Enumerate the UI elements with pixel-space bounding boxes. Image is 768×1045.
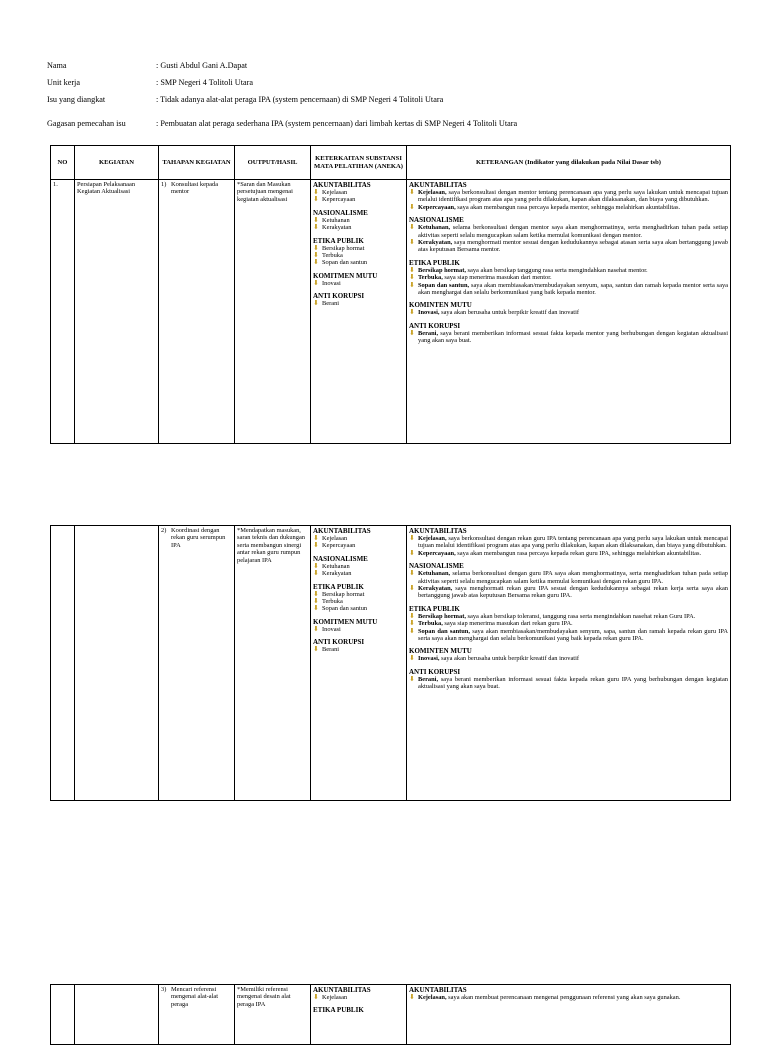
indicator-name: Kepercayaan, xyxy=(418,203,456,211)
indicator-name: Kejelasan, xyxy=(418,189,447,196)
indicator-description: saya berkonsultasi dengan mentor tentang perencanaan apa yang perlu saya lakukan untuk mencapai tujuan melalui identifikasi program atas apa yang perlu dilakukan, kapan akan dilaksanakan, dan biaya yang dibutuhkan. xyxy=(418,189,728,204)
aneka-item xyxy=(313,598,404,605)
aneka-group-title: AKUNTABILITAS xyxy=(313,527,371,535)
aneka-item xyxy=(313,217,404,224)
aneka-item-label: Kejelasan xyxy=(322,994,348,1001)
indicator-name: Sopan dan santun, xyxy=(418,627,470,635)
aneka-item-label: Kepercayaan xyxy=(322,196,356,204)
aneka-item-label: Terbuka xyxy=(322,252,343,260)
keterangan-item xyxy=(409,224,728,239)
aneka-item xyxy=(313,196,404,203)
aneka-item xyxy=(313,300,404,307)
indicator-name: Inovasi, xyxy=(418,309,440,317)
tahapan-item xyxy=(161,181,232,196)
keterangan-group xyxy=(409,527,728,557)
aneka-group xyxy=(313,583,404,613)
bullet-arrow-icon: ⬇ xyxy=(313,188,319,196)
aneka-group xyxy=(313,272,404,287)
keterangan-item-text xyxy=(418,535,728,550)
aneka-item xyxy=(313,646,404,653)
aneka-item-label: Inovasi xyxy=(322,625,341,633)
header-key: Isu yang diangkat xyxy=(47,95,106,104)
column-header-no: NO xyxy=(51,146,75,180)
indicator-name: Kerakyatan, xyxy=(418,585,453,593)
indicator-name: Terbuka, xyxy=(418,274,443,282)
keterangan-group-title: AKUNTABILITAS xyxy=(409,527,467,535)
aneka-item xyxy=(313,189,404,196)
activity-table-page-3 xyxy=(50,984,731,1045)
bullet-arrow-icon: ⬇ xyxy=(409,273,415,282)
table-row xyxy=(51,526,731,801)
keterangan-item xyxy=(409,204,728,211)
cell-no xyxy=(51,180,75,444)
aneka-item-label: Berani xyxy=(322,646,340,654)
keterangan-item-text xyxy=(418,613,695,620)
tahapan-number: 3) xyxy=(161,986,167,993)
keterangan-item xyxy=(409,613,728,620)
keterangan-group xyxy=(409,259,728,297)
bullet-arrow-icon: ⬇ xyxy=(409,238,415,247)
aneka-group xyxy=(313,555,404,578)
aneka-item-label: Ketuhanan xyxy=(322,216,350,224)
cell-keterangan xyxy=(407,180,731,444)
aneka-item-label: Terbuka xyxy=(322,598,343,606)
cell-kegiatan xyxy=(75,526,159,801)
aneka-item-label: Inovasi xyxy=(322,279,341,287)
keterangan-item xyxy=(409,994,728,1001)
indicator-name: Bersikap hormat, xyxy=(418,612,466,620)
bullet-arrow-icon: ⬇ xyxy=(409,674,415,683)
bullet-arrow-icon: ⬇ xyxy=(409,328,415,337)
header-key: Unit kerja xyxy=(47,78,80,87)
tahapan-number: 2) xyxy=(161,527,167,534)
aneka-item-label: Kejelasan xyxy=(322,189,348,196)
keterangan-item xyxy=(409,239,728,254)
keterangan-item-text xyxy=(418,994,680,1001)
aneka-group-title: ANTI KORUPSI xyxy=(313,638,365,647)
bullet-arrow-icon: ⬇ xyxy=(409,188,415,196)
bullet-arrow-icon: ⬇ xyxy=(313,534,319,542)
bullet-arrow-icon: ⬇ xyxy=(409,308,415,317)
cell-keterangan xyxy=(407,526,731,801)
indicator-description: selama berkonsultasi dengan guru IPA saya akan menghormatinya, serta menghadirkan tuhan pada setiap aktivitas seperti selalu mengucapkan salam ketika memulai komunikasi dengan rekan guru IPA. xyxy=(418,570,728,585)
cell-tahapan xyxy=(159,180,235,444)
indicator-description: saya siap menerima masukan dari mentor. xyxy=(442,274,552,282)
aneka-group-title: ETIKA PUBLIK xyxy=(313,236,364,245)
bullet-arrow-icon: ⬇ xyxy=(313,215,319,224)
bullet-arrow-icon: ⬇ xyxy=(313,278,319,287)
keterangan-item-text xyxy=(418,628,728,643)
aneka-group-title: ANTI KORUPSI xyxy=(313,292,365,301)
header-key: Nama xyxy=(47,61,67,70)
keterangan-item xyxy=(409,282,728,297)
bullet-arrow-icon: ⬇ xyxy=(313,561,319,570)
tahapan-text: Mencari referensi mengenai alat-alat peraga xyxy=(171,986,219,1008)
keterangan-item xyxy=(409,274,728,281)
keterangan-item-text xyxy=(418,239,728,254)
aneka-group xyxy=(313,527,404,550)
keterangan-item xyxy=(409,676,728,691)
aneka-item-label: Kerakyatan xyxy=(322,570,352,578)
indicator-description: saya akan berusaha untuk berpikir kreatif dan inovatif xyxy=(439,655,579,663)
aneka-group xyxy=(313,209,404,232)
keterangan-group-title: NASIONALISME xyxy=(409,562,464,571)
keterangan-item xyxy=(409,570,728,585)
aneka-item xyxy=(313,542,404,549)
aneka-group xyxy=(313,237,404,267)
aneka-item xyxy=(313,280,404,287)
table-row xyxy=(51,985,731,1045)
bullet-arrow-icon: ⬇ xyxy=(409,584,415,593)
aneka-group xyxy=(313,181,404,204)
bullet-arrow-icon: ⬇ xyxy=(409,993,415,1001)
bullet-arrow-icon: ⬇ xyxy=(409,265,415,274)
indicator-description: saya akan membangun rasa percaya kepada rekan guru IPA, sehingga melahirkan akuntabilitas. xyxy=(455,549,702,557)
indicator-description: saya akan berusaha untuk berpikir kreatif dan inovatif xyxy=(439,309,579,317)
indicator-name: Kepercayaan, xyxy=(418,549,456,557)
aneka-item xyxy=(313,252,404,259)
keterangan-item xyxy=(409,655,728,662)
table-row xyxy=(51,180,731,444)
indicator-name: Ketuhanan, xyxy=(418,570,451,578)
keterangan-item xyxy=(409,267,728,274)
aneka-item-label: Ketuhanan xyxy=(322,562,350,570)
bullet-arrow-icon: ⬇ xyxy=(313,299,319,308)
aneka-item xyxy=(313,245,404,252)
aneka-group-title: KOMITMEN MUTU xyxy=(313,271,378,280)
keterangan-item-text xyxy=(418,585,728,600)
keterangan-item xyxy=(409,535,728,550)
keterangan-item-text xyxy=(418,620,573,627)
aneka-item xyxy=(313,563,404,570)
keterangan-item xyxy=(409,189,728,204)
indicator-description: saya akan membuat perencanaan mengenai penggunaan referensi yang akan saya gunakan. xyxy=(446,994,681,1001)
keterangan-group-title: ANTI KORUPSI xyxy=(409,667,461,676)
aneka-group-title: KOMITMEN MUTU xyxy=(313,617,378,626)
bullet-arrow-icon: ⬇ xyxy=(313,604,319,613)
keterangan-item-text xyxy=(418,189,728,204)
aneka-item xyxy=(313,626,404,633)
keterangan-item-text xyxy=(418,570,728,585)
cell-aneka xyxy=(311,985,407,1045)
aneka-group xyxy=(313,1006,404,1014)
bullet-arrow-icon: ⬇ xyxy=(409,619,415,628)
keterangan-group-title: AKUNTABILITAS xyxy=(409,986,467,994)
aneka-group xyxy=(313,638,404,653)
keterangan-item-text xyxy=(418,224,728,239)
keterangan-group xyxy=(409,301,728,316)
aneka-group-title: AKUNTABILITAS xyxy=(313,181,371,189)
bullet-arrow-icon: ⬇ xyxy=(313,993,319,1001)
cell-aneka xyxy=(311,526,407,801)
output-text: *Saran dan Masukan persetujuan mengenai kegiatan aktualisasi xyxy=(237,181,293,203)
bullet-arrow-icon: ⬇ xyxy=(409,202,415,211)
bullet-arrow-icon: ⬇ xyxy=(313,223,319,232)
bullet-arrow-icon: ⬇ xyxy=(313,597,319,606)
indicator-description: selama berkonsultasi dengan mentor saya akan menghormatinya, serta menghadirkan tuhan pada setiap aktivitas seperti selalu mengucapkan salam ketika memulai komunikasi dengan mentor. xyxy=(418,224,728,239)
cell-no xyxy=(51,526,75,801)
bullet-arrow-icon: ⬇ xyxy=(313,589,319,598)
keterangan-group-title: ETIKA PUBLIK xyxy=(409,258,460,267)
indicator-name: Kejelasan, xyxy=(418,994,447,1001)
keterangan-item-text xyxy=(418,309,579,316)
bullet-arrow-icon: ⬇ xyxy=(313,624,319,633)
keterangan-group xyxy=(409,216,728,254)
indicator-name: Kejelasan, xyxy=(418,535,447,542)
keterangan-item xyxy=(409,585,728,600)
indicator-description: saya akan bersikap toleransi, tanggung rasa serta mengindahkan nasehat rekan Guru IPA. xyxy=(465,612,696,620)
bullet-arrow-icon: ⬇ xyxy=(409,534,415,542)
keterangan-item xyxy=(409,628,728,643)
keterangan-group-title: ANTI KORUPSI xyxy=(409,321,461,330)
cell-no xyxy=(51,985,75,1045)
tahapan-item xyxy=(161,986,232,1008)
keterangan-item-text xyxy=(418,676,728,691)
bullet-arrow-icon: ⬇ xyxy=(409,280,415,289)
indicator-name: Terbuka, xyxy=(418,620,443,628)
header-value: : Gusti Abdul Gani A.Dapat xyxy=(156,61,248,70)
aneka-group-title: ETIKA PUBLIK xyxy=(313,582,364,591)
bullet-arrow-icon: ⬇ xyxy=(409,626,415,635)
keterangan-group xyxy=(409,605,728,643)
indicator-name: Kerakyatan, xyxy=(418,239,453,247)
header-key: Gagasan pemecahan isu xyxy=(47,119,126,128)
keterangan-item xyxy=(409,620,728,627)
output-text: *Memiliki referensi mengenai desain alat peraga IPA xyxy=(237,986,291,1008)
keterangan-group-title: AKUNTABILITAS xyxy=(409,181,467,189)
header-value: : SMP Negeri 4 Tolitoli Utara xyxy=(156,78,253,87)
keterangan-group-title: NASIONALISME xyxy=(409,216,464,225)
column-header-aneka: KETERKAITAN SUBSTANSI MATA PELATIHAN (ANEKA) xyxy=(311,146,407,180)
keterangan-item-text xyxy=(418,204,680,211)
aneka-group-title: NASIONALISME xyxy=(313,208,368,217)
indicator-description: saya akan bersikap tanggung rasa serta mengindahkan nasehat mentor. xyxy=(465,266,648,274)
indicator-name: Berani, xyxy=(418,329,439,337)
bullet-arrow-icon: ⬇ xyxy=(313,645,319,654)
column-header-keterangan: KETERANGAN (Indikator yang dilakukan pada Nilai Dasar tsb) xyxy=(407,146,731,180)
aneka-item-label: Bersikap hormat xyxy=(322,590,365,598)
keterangan-item xyxy=(409,309,728,316)
keterangan-group xyxy=(409,647,728,662)
keterangan-item-text xyxy=(418,274,552,281)
cell-kegiatan xyxy=(75,180,159,444)
aneka-group-title: NASIONALISME xyxy=(313,554,368,563)
column-header-output: OUTPUT/HASIL xyxy=(235,146,311,180)
bullet-arrow-icon: ⬇ xyxy=(313,243,319,252)
bullet-arrow-icon: ⬇ xyxy=(409,611,415,620)
bullet-arrow-icon: ⬇ xyxy=(313,258,319,267)
table-header-row xyxy=(51,146,731,180)
header-value: : Pembuatan alat peraga sederhana IPA (system pencernaan) dari limbah kertas di SMP Negeri 4 Tolitoli Utara xyxy=(156,119,518,128)
activity-table-page-1 xyxy=(50,145,731,444)
cell-tahapan xyxy=(159,985,235,1045)
bullet-arrow-icon: ⬇ xyxy=(313,569,319,578)
aneka-item-label: Kepercayaan xyxy=(322,542,356,550)
keterangan-group xyxy=(409,986,728,1001)
bullet-arrow-icon: ⬇ xyxy=(409,548,415,557)
aneka-item xyxy=(313,224,404,231)
indicator-name: Bersikap hormat, xyxy=(418,266,466,274)
bullet-arrow-icon: ⬇ xyxy=(313,195,319,204)
keterangan-group xyxy=(409,181,728,211)
keterangan-item-text xyxy=(418,267,648,274)
indicator-description: saya berkonsultasi dengan rekan guru IPA tentang perencanaan apa yang perlu saya lakukan untuk mencapai tujuan melalui identifikasi program atas apa yang perlu dilakukan, kapan akan dilaksanakan, dan biaya yang dibutuhkan. xyxy=(418,535,728,550)
aneka-item-label: Kerakyatan xyxy=(322,224,352,232)
keterangan-item-text xyxy=(418,330,728,345)
keterangan-group-title: KOMINTEN MUTU xyxy=(409,647,472,656)
cell-aneka xyxy=(311,180,407,444)
aneka-group-title: AKUNTABILITAS xyxy=(313,986,371,994)
indicator-description: saya berani memberikan informasi sesuai fakta kepada mentor yang berhubungan dengan kegiatan aktualisasi yang akan saya buat. xyxy=(418,329,728,345)
activity-table-page-2 xyxy=(50,525,731,801)
keterangan-group xyxy=(409,322,728,345)
indicator-description: saya akan membiasakan/membudayakan senyum, sapa, santun dan ramah kepada rekan guru IPA serta saya akan menghargai dan selalu berkomunikasi yang baik kepada rekan guru IPA. xyxy=(418,627,729,643)
aneka-item-label: Kejelasan xyxy=(322,535,348,542)
keterangan-group-title: KOMINTEN MUTU xyxy=(409,301,472,310)
aneka-group xyxy=(313,618,404,633)
keterangan-item-text xyxy=(418,550,701,557)
keterangan-item-text xyxy=(418,282,728,297)
aneka-item-label: Berani xyxy=(322,300,340,308)
keterangan-item-text xyxy=(418,655,579,662)
aneka-item xyxy=(313,535,404,542)
aneka-group xyxy=(313,986,404,1001)
indicator-description: saya menghormati rekan guru IPA sesuai dengan kedudukannya sebagai rekan kerja serta saya akan bertanggung jawab atas keputusan Bersama rekan guru IPA. xyxy=(418,585,728,600)
bullet-arrow-icon: ⬇ xyxy=(409,223,415,232)
bullet-arrow-icon: ⬇ xyxy=(409,569,415,578)
aneka-group xyxy=(313,292,404,307)
keterangan-item xyxy=(409,330,728,345)
indicator-name: Ketuhanan, xyxy=(418,224,451,232)
cell-output xyxy=(235,985,311,1045)
tahapan-item xyxy=(161,527,232,549)
keterangan-group xyxy=(409,562,728,600)
output-text: *Mendapatkan masukan, saran teknis dan dukungan serta membangun sinergi antar rekan guru rumpun pelajaran IPA xyxy=(237,527,305,564)
aneka-item xyxy=(313,605,404,612)
tahapan-text: Konsultasi kepada mentor xyxy=(171,181,219,196)
row-number: 1. xyxy=(53,181,58,188)
cell-keterangan xyxy=(407,985,731,1045)
keterangan-item xyxy=(409,550,728,557)
aneka-item xyxy=(313,259,404,266)
header-value: : Tidak adanya alat-alat peraga IPA (system pencernaan) di SMP Negeri 4 Tolitoli Utara xyxy=(156,95,444,104)
cell-kegiatan xyxy=(75,985,159,1045)
cell-output xyxy=(235,180,311,444)
aneka-item xyxy=(313,591,404,598)
tahapan-text: Koordinasi dengan rekan guru serumpun IPA xyxy=(171,527,226,549)
aneka-item-label: Sopan dan santun xyxy=(322,259,368,267)
indicator-name: Berani, xyxy=(418,675,439,683)
bullet-arrow-icon: ⬇ xyxy=(313,251,319,260)
indicator-description: saya akan membangun rasa percaya kepada mentor, sehingga melahirkan akuntabilitas. xyxy=(455,203,681,211)
indicator-description: saya berani memberikan informasi sesuai fakta kepada rekan guru IPA yang berhubungan dengan kegiatan aktualisasi yang akan saya buat. xyxy=(418,675,728,691)
indicator-description: saya siap menerima masukan dari rekan guru IPA. xyxy=(442,620,573,628)
cell-tahapan xyxy=(159,526,235,801)
aneka-group-title: ETIKA PUBLIK xyxy=(313,1006,364,1015)
indicator-description: saya menghormati mentor sesuai dengan kedudukannya sebagai atasan serta saya akan bertanggung jawab atas keputusan Bersama mentor. xyxy=(418,239,728,254)
cell-output xyxy=(235,526,311,801)
aneka-item xyxy=(313,570,404,577)
tahapan-number: 1) xyxy=(161,181,167,188)
keterangan-group-title: ETIKA PUBLIK xyxy=(409,604,460,613)
column-header-kegiatan: KEGIATAN xyxy=(75,146,159,180)
indicator-name: Inovasi, xyxy=(418,655,440,663)
column-header-tahapan: TAHAPAN KEGIATAN xyxy=(159,146,235,180)
kegiatan-text: Persiapan Pelaksanaan Kegiatan Aktualisasi xyxy=(77,181,136,196)
bullet-arrow-icon: ⬇ xyxy=(409,654,415,663)
keterangan-group xyxy=(409,668,728,691)
indicator-name: Sopan dan santun, xyxy=(418,281,470,289)
bullet-arrow-icon: ⬇ xyxy=(313,541,319,550)
aneka-item-label: Bersikap hormat xyxy=(322,244,365,252)
aneka-item xyxy=(313,994,404,1001)
aneka-item-label: Sopan dan santun xyxy=(322,605,368,613)
indicator-description: saya akan membiasakan/membudayakan senyum, sapa, santun dan ramah kepada mentor serta saya akan menghargai dan selalu berkomunikasi yang baik kepada mentor. xyxy=(418,281,728,297)
